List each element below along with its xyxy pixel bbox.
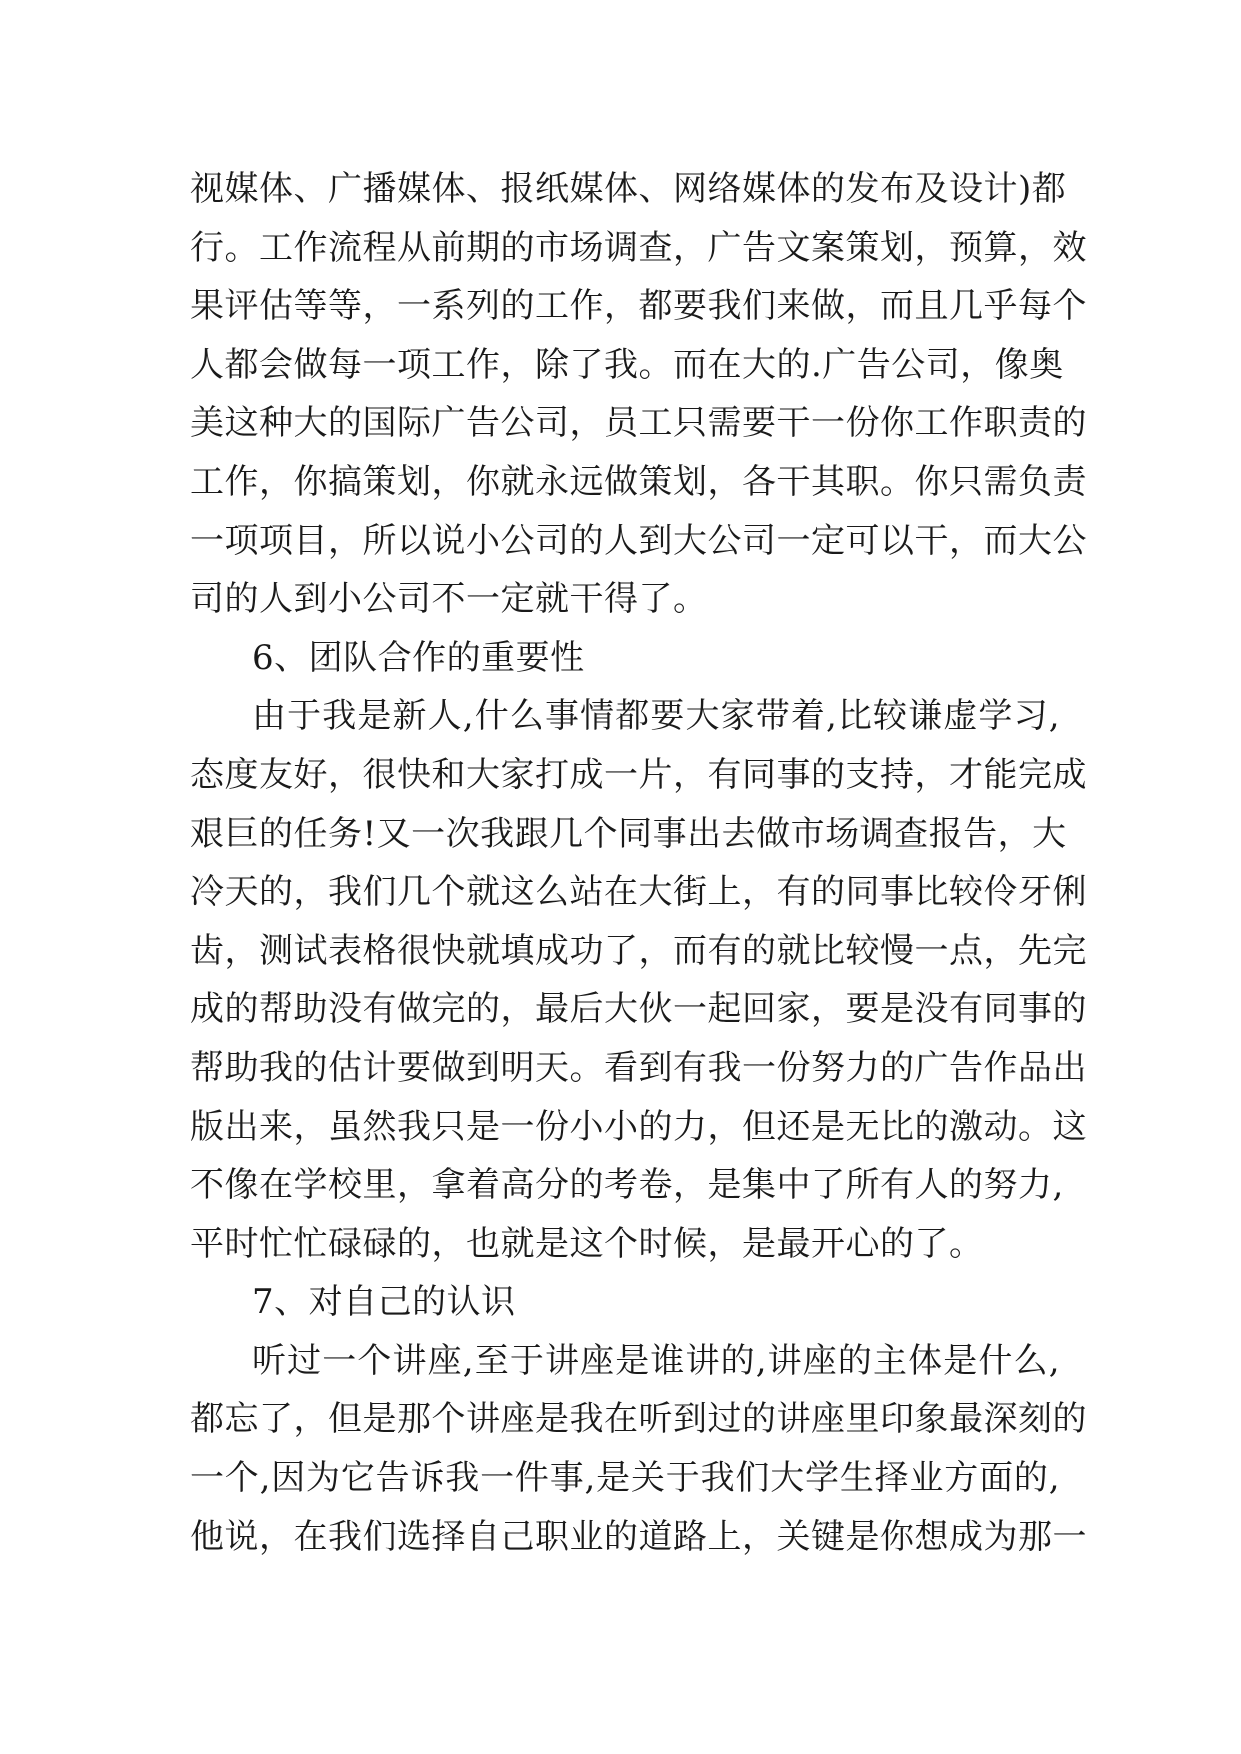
text-line: 版出来，虽然我只是一份小小的力，但还是无比的激动。这 — [190, 1106, 1087, 1147]
text-line: 视媒体、广播媒体、报纸媒体、网络媒体的发布及设计)都 — [190, 169, 1067, 209]
text-line: 工作，你搞策划，你就永远做策划，各干其职。你只需负责 — [190, 461, 1087, 502]
text-line: 一个,因为它告诉我一件事,是关于我们大学生择业方面的, — [190, 1458, 1060, 1499]
text-line: 齿，测试表格很快就填成功了，而有的就比较慢一点，先完 — [190, 930, 1087, 971]
text-line: 司的人到小公司不一定就干得了。 — [190, 579, 708, 620]
text-line: 美这种大的国际广告公司，员工只需要干一份你工作职责的 — [190, 403, 1087, 444]
text-line: 听过一个讲座,至于讲座是谁讲的,讲座的主体是什么, — [252, 1340, 1060, 1381]
section-heading: 7、对自己的认识 — [252, 1282, 516, 1323]
text-line: 态度友好，很快和大家打成一片，有同事的支持，才能完成 — [190, 754, 1087, 795]
text-line: 行。工作流程从前期的市场调查，广告文案策划，预算，效 — [190, 227, 1087, 268]
text-line: 艰巨的任务!又一次我跟几个同事出去做市场调查报告，大 — [190, 813, 1067, 854]
text-line: 平时忙忙碌碌的，也就是这个时候，是最开心的了。 — [190, 1223, 984, 1264]
text-line: 一项项目，所以说小公司的人到大公司一定可以干，而大公 — [190, 520, 1087, 561]
text-line: 果评估等等，一系列的工作，都要我们来做，而且几乎每个 — [190, 286, 1087, 327]
section-heading: 6、团队合作的重要性 — [252, 637, 585, 678]
text-line: 成的帮助没有做完的，最后大伙一起回家，要是没有同事的 — [190, 989, 1087, 1030]
text-line: 都忘了，但是那个讲座是我在听到过的讲座里印象最深刻的 — [190, 1399, 1087, 1440]
text-line: 他说，在我们选择自己职业的道路上，关键是你想成为那一 — [190, 1516, 1087, 1557]
text-line: 不像在学校里，拿着高分的考卷，是集中了所有人的努力, — [190, 1165, 1064, 1206]
document-body — [190, 160, 1087, 1566]
text-line: 由于我是新人,什么事情都要大家带着,比较谦虚学习, — [252, 696, 1060, 737]
text-line: 冷天的，我们几个就这么站在大街上，有的同事比较伶牙俐 — [190, 872, 1087, 913]
text-line: 人都会做每一项工作，除了我。而在大的.广告公司，像奥 — [190, 344, 1064, 385]
text-line: 帮助我的估计要做到明天。看到有我一份努力的广告作品出 — [190, 1047, 1087, 1088]
